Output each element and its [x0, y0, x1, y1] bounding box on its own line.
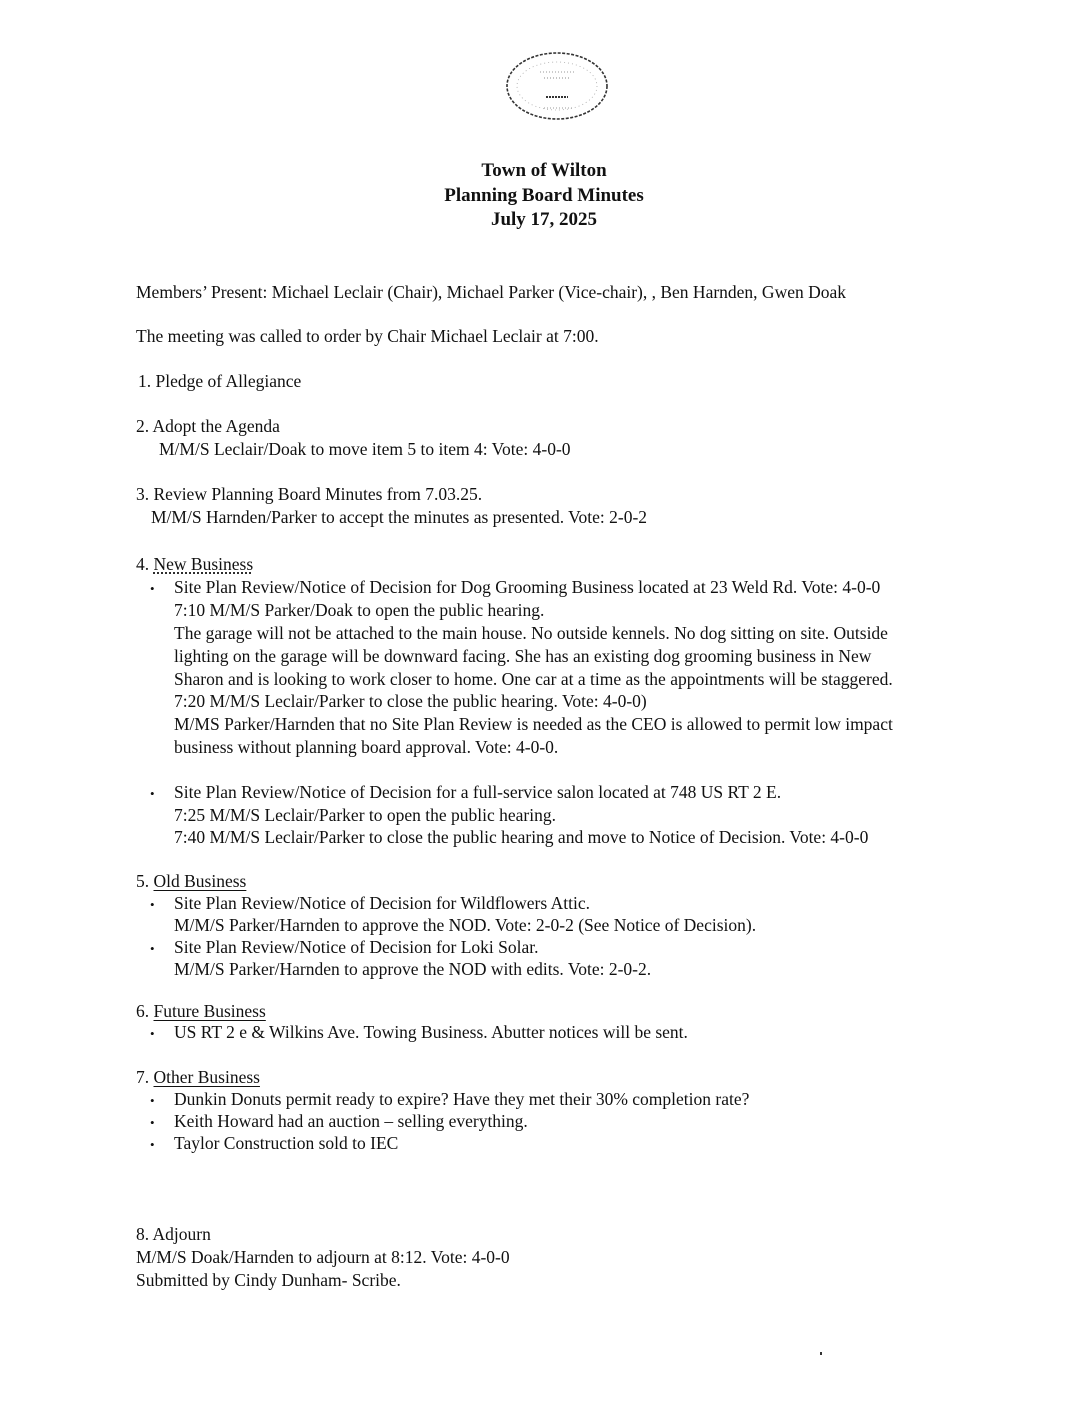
old-business-entry-2-line-2: M/M/S Parker/Harnden to approve the NOD with edits. Vote: 2-0-2.: [174, 959, 652, 979]
section-heading: Other Business: [153, 1067, 260, 1087]
new-business-entry-1-line-7: M/MS Parker/Harnden that no Site Plan Review is needed as the CEO is allowed to permit low impact: [174, 714, 893, 734]
other-business-entry-1: Dunkin Donuts permit ready to expire? Have they met their 30% completion rate?: [174, 1089, 750, 1109]
old-business-entry-1-line-1: Site Plan Review/Notice of Decision for Wildflowers Attic.: [174, 893, 590, 913]
item-review-motion: M/M/S Harnden/Parker to accept the minutes as presented. Vote: 2-0-2: [151, 507, 648, 527]
other-business-entry-3: Taylor Construction sold to IEC: [174, 1133, 399, 1153]
item-agenda-motion: M/M/S Leclair/Doak to move item 5 to item 4: Vote: 4-0-0: [159, 439, 571, 459]
section-old-business: 5. Old Business: [136, 871, 247, 891]
new-business-entry-2-line-3: 7:40 M/M/S Leclair/Parker to close the public hearing and move to Notice of Decision. Vote: 4-0-0: [174, 827, 869, 847]
item-agenda-heading: 2. Adopt the Agenda: [136, 416, 280, 436]
bullet-icon: •: [150, 1026, 155, 1041]
section-heading: New Business: [153, 554, 254, 574]
meeting-date: July 17, 2025: [490, 209, 598, 230]
board-name: Planning Board Minutes: [444, 184, 644, 206]
item-adjourn-motion: M/M/S Doak/Harnden to adjourn at 8:12. Vote: 4-0-0: [136, 1247, 510, 1267]
section-heading: Old Business: [153, 871, 247, 891]
call-to-order: The meeting was called to order by Chair Michael Leclair at 7:00.: [136, 326, 599, 346]
new-business-entry-1-line-6: 7:20 M/M/S Leclair/Parker to close the public hearing. Vote: 4-0-0): [174, 691, 647, 711]
new-business-entry-1-line-2: 7:10 M/M/S Parker/Doak to open the public hearing.: [174, 600, 545, 620]
section-new-business: 4. New Business: [136, 554, 254, 574]
bullet-icon: •: [150, 1137, 155, 1152]
document-title: [0, 159, 1088, 233]
bullet-icon: •: [150, 1115, 155, 1130]
members-present: Members’ Present: Michael Leclair (Chair), Michael Parker (Vice-chair), , Ben Harnden, Gwen Doak: [136, 282, 847, 302]
submitted-by: Submitted by Cindy Dunham- Scribe.: [136, 1270, 401, 1290]
bullet-icon: •: [150, 941, 155, 956]
bullet-icon: •: [150, 786, 155, 801]
new-business-entry-2-line-2: 7:25 M/M/S Leclair/Parker to open the public hearing.: [174, 805, 556, 825]
section-other-business: 7. Other Business: [136, 1067, 260, 1087]
bullet-icon: •: [150, 1093, 155, 1108]
bullet-icon: •: [150, 581, 155, 596]
section-heading: Future Business: [153, 1001, 266, 1021]
new-business-entry-1-line-5: Sharon and is looking to work closer to home. One car at a time as the appointments will be staggered.: [174, 669, 893, 689]
old-business-entry-2-line-1: Site Plan Review/Notice of Decision for Loki Solar.: [174, 937, 539, 957]
other-business-entry-2: Keith Howard had an auction – selling everything.: [174, 1111, 528, 1131]
new-business-entry-2-line-1: Site Plan Review/Notice of Decision for a full-service salon located at 748 US RT 2 E.: [174, 782, 782, 802]
bullet-icon: •: [150, 897, 155, 912]
new-business-entry-1-line-3: The garage will not be attached to the main house. No outside kennels. No dog sitting on site. Outside: [174, 623, 888, 643]
new-business-entry-1-line-1: Site Plan Review/Notice of Decision for Dog Grooming Business located at 23 Weld Rd. Vote: 4-0-0: [174, 577, 881, 597]
item-pledge: 1. Pledge of Allegiance: [138, 371, 302, 391]
section-future-business: 6. Future Business: [136, 1001, 266, 1021]
town-seal-icon: [504, 50, 610, 122]
scan-speck: [820, 1352, 822, 1355]
new-business-entry-1-line-8: business without planning board approval. Vote: 4-0-0.: [174, 737, 559, 757]
new-business-entry-1-line-4: lighting on the garage will be downward facing. She has an existing dog grooming business in New: [174, 646, 872, 666]
town-name: Town of Wilton: [481, 160, 607, 181]
item-review-heading: 3. Review Planning Board Minutes from 7.03.25.: [136, 484, 483, 504]
old-business-entry-1-line-2: M/M/S Parker/Harnden to approve the NOD. Vote: 2-0-2 (See Notice of Decision).: [174, 915, 757, 935]
future-business-entry-1: US RT 2 e & Wilkins Ave. Towing Business. Abutter notices will be sent.: [174, 1022, 688, 1042]
item-adjourn-heading: 8. Adjourn: [136, 1224, 211, 1244]
